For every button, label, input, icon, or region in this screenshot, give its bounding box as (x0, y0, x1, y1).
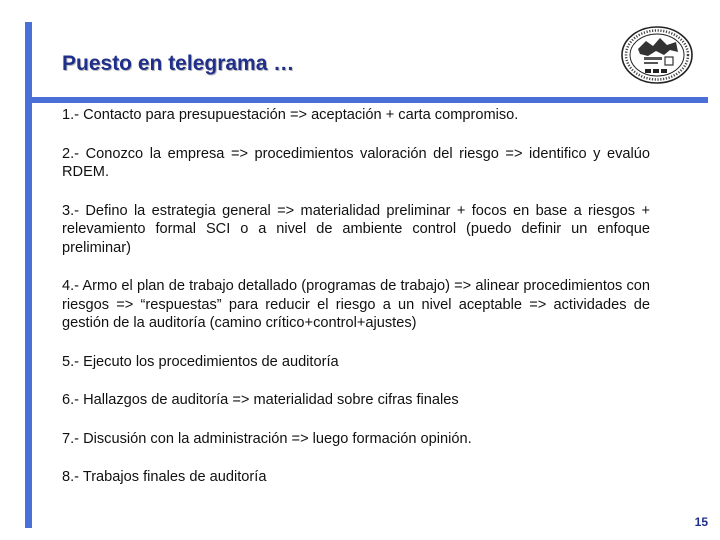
list-item: 1.- Contacto para presupuestación => aceptación + carta compromiso. (62, 107, 519, 123)
list-item: 3.- Defino la estrategia general => materialidad preliminar + focos en base a riesgos + relevamiento formal SCI o a nivel de ambiente control (puedo definir un enfoque preliminar) (62, 202, 650, 256)
page-number: 15 (694, 515, 708, 529)
slide-title: Puesto en telegrama … (62, 52, 295, 75)
university-seal-icon (620, 25, 694, 85)
slide-content (62, 106, 650, 487)
title-divider (32, 97, 708, 103)
list-item: 4.- Armo el plan de trabajo detallado (programas de trabajo) => alinear procedimientos con riesgos => “respuestas” para reducir el riesgo a un nivel aceptable => actividades de gestión de la auditoría (camino crítico+control+ajustes) (62, 278, 650, 331)
list-item: 6.- Hallazgos de auditoría => materialidad sobre cifras finales (62, 392, 459, 408)
list-item: 5.- Ejecuto los procedimientos de auditoría (62, 353, 339, 370)
list-item: 2.- Conozco la empresa => procedimientos valoración del riesgo => identifico y evalúo RDEM. (62, 145, 650, 180)
list-item: 8.- Trabajos finales de auditoría (62, 469, 267, 485)
list-item: 7.- Discusión con la administración => luego formación opinión. (62, 430, 472, 447)
left-accent-bar (25, 22, 32, 528)
